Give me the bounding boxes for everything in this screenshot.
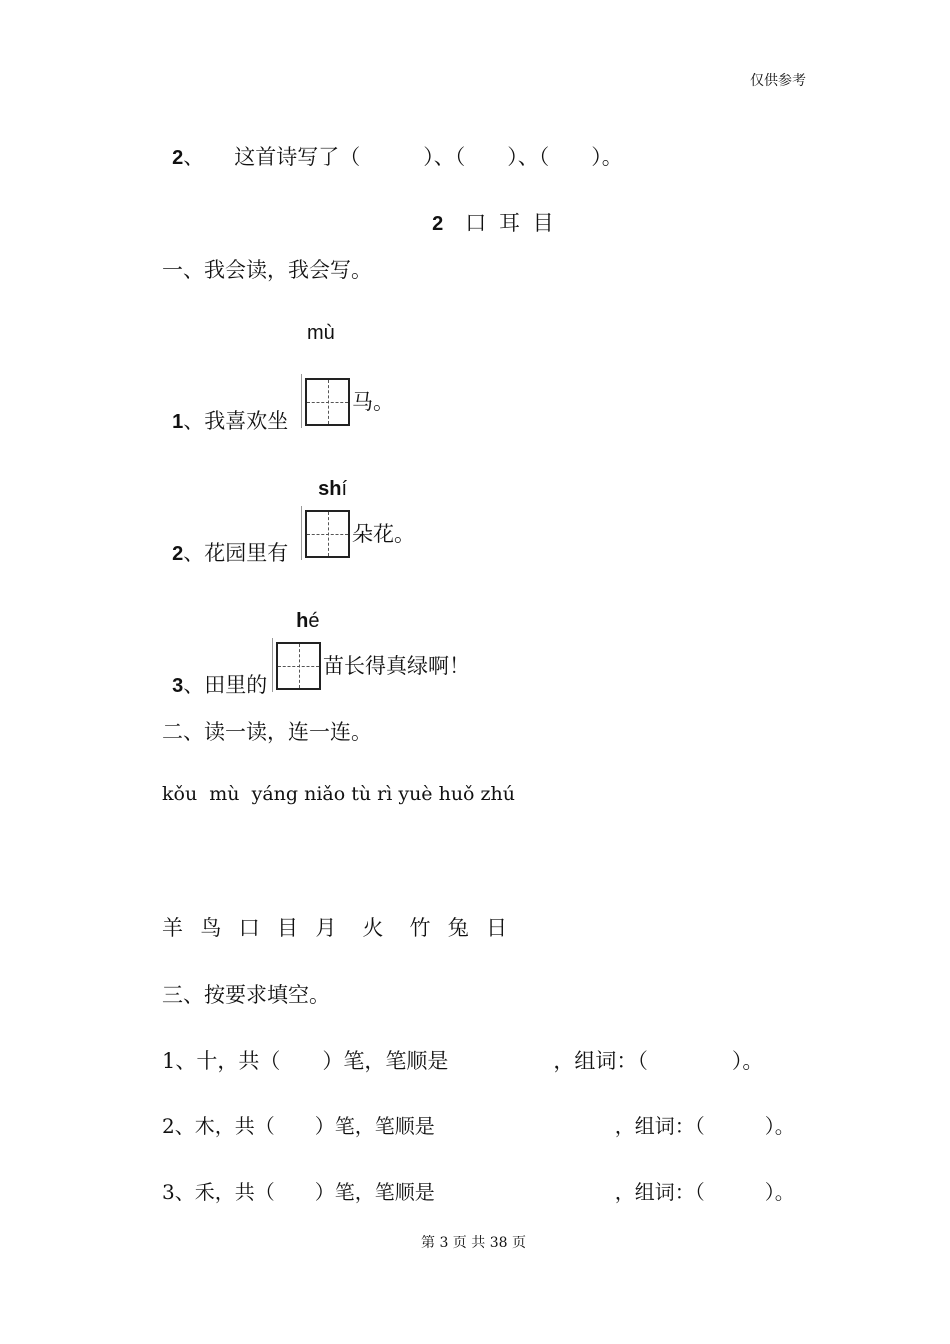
pinyin-2-bold: sh <box>318 478 342 500</box>
pinyin-3 <box>285 587 319 633</box>
pinyin-3-bold: h <box>296 610 309 632</box>
writing-box-1[interactable] <box>305 378 350 426</box>
writing-box-2[interactable] <box>305 510 350 558</box>
item-1-after: 马。 <box>352 390 394 414</box>
pinyin-row: kǒu mù yáng niǎo tù rì yuè huǒ zhú <box>162 783 516 805</box>
char-row: 羊 鸟 口 目 月 火 竹 兔 日 <box>162 916 508 940</box>
section1-heading: 一、我会读，我会写。 <box>162 258 372 282</box>
lesson-title-text: 口 耳 目 <box>465 211 554 235</box>
fill-line-1: 1、十，共（ ）笔，笔顺是 ，组词：（ ）。 <box>162 1049 764 1073</box>
pinyin-3-rest: é <box>308 610 320 632</box>
writing-box-2-guide <box>301 506 302 560</box>
writing-box-3-guide <box>272 638 273 692</box>
item-2-before: 、花园里有 <box>183 541 289 565</box>
writing-box-1-guide <box>301 374 302 428</box>
item-2 <box>162 518 288 567</box>
item-3 <box>162 650 267 699</box>
fill-line-2: 2、木，共（ ）笔，笔顺是 ，组词：（ ）。 <box>162 1114 795 1138</box>
item-2-after: 朵花。 <box>352 522 415 546</box>
item-3-number: 3 <box>172 675 184 697</box>
item-3-after: 苗长得真绿啊！ <box>323 654 470 678</box>
prev-question <box>162 122 623 171</box>
fill-line-3: 3、禾，共（ ）笔，笔顺是 ，组词：（ ）。 <box>162 1180 795 1204</box>
prev-question-text: 这首诗写了（ ）、（ ）、（ ）。 <box>234 145 623 169</box>
prev-question-sep: 、 <box>183 145 205 169</box>
item-3-before: 、田里的 <box>183 673 268 697</box>
page-footer: 第 3 页 共 38 页 <box>421 1235 526 1251</box>
lesson-title <box>422 188 554 237</box>
item-1-number: 1 <box>172 411 184 433</box>
header-note: 仅供参考 <box>750 72 806 88</box>
lesson-number: 2 <box>432 213 444 235</box>
item-2-number: 2 <box>172 543 184 565</box>
pinyin-2-rest: í <box>341 478 348 500</box>
section3-heading: 三、按要求填空。 <box>162 983 330 1007</box>
prev-question-number: 2 <box>172 147 184 169</box>
item-1-before: 、我喜欢坐 <box>183 409 289 433</box>
item-1 <box>162 386 288 435</box>
writing-box-3[interactable] <box>276 642 321 690</box>
pinyin-1: mù <box>307 322 335 344</box>
pinyin-2 <box>307 455 347 501</box>
section2-heading: 二、读一读，连一连。 <box>162 720 372 744</box>
